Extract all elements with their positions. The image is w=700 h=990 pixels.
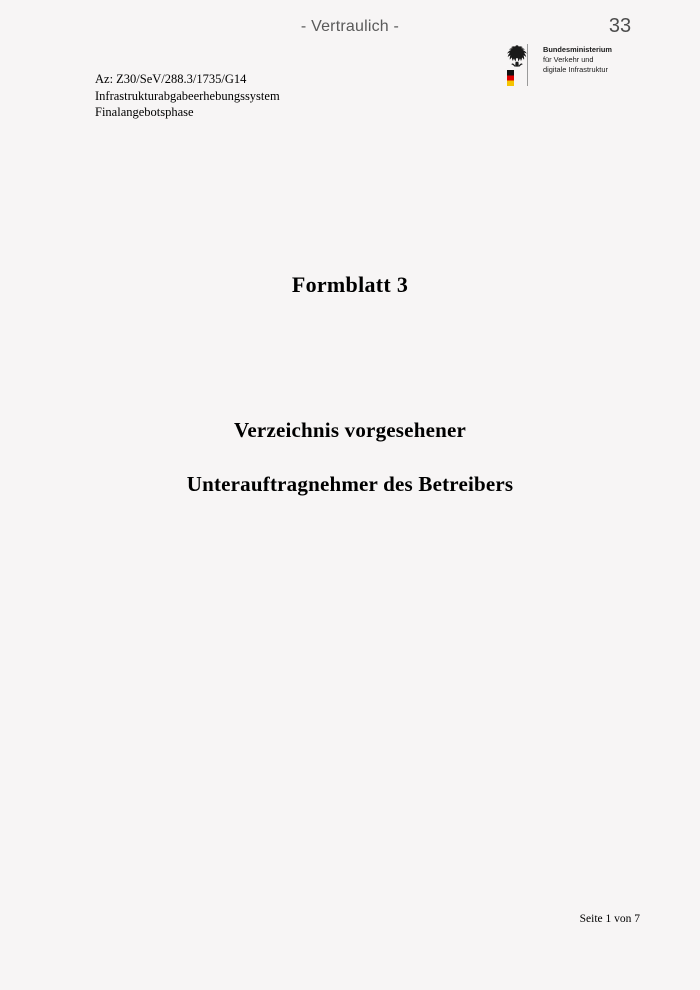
- page-title: [0, 415, 700, 500]
- logo-line-2: für Verkehr und: [543, 54, 594, 64]
- page-title-line-1: Verzeichnis vorgesehener: [233, 418, 467, 442]
- footer-page-info: Seite 1 von 7: [579, 913, 640, 925]
- reference-block: [95, 71, 280, 121]
- confidentiality-marking: - Vertraulich -: [300, 18, 400, 35]
- logo-divider: [527, 44, 528, 86]
- logo-line-3: digitale Infrastruktur: [543, 64, 608, 74]
- logo-line-1: Bundesministerium: [543, 45, 612, 54]
- page-title-line-2: Unterauftragnehmer des Betreibers: [186, 471, 514, 496]
- page-number-stamp: 33: [608, 15, 632, 37]
- file-number: Az: Z30/SeV/288.3/1735/G14: [95, 72, 247, 86]
- ministry-logo: [497, 44, 627, 86]
- form-label: Formblatt 3: [291, 272, 409, 297]
- project-name: Infrastrukturabgabeerhebungssystem: [95, 88, 280, 103]
- german-flag-icon: [507, 70, 514, 86]
- logo-emblem: [497, 44, 537, 86]
- procurement-phase: Finalangebotsphase: [95, 105, 194, 119]
- logo-wordmark: [543, 44, 612, 75]
